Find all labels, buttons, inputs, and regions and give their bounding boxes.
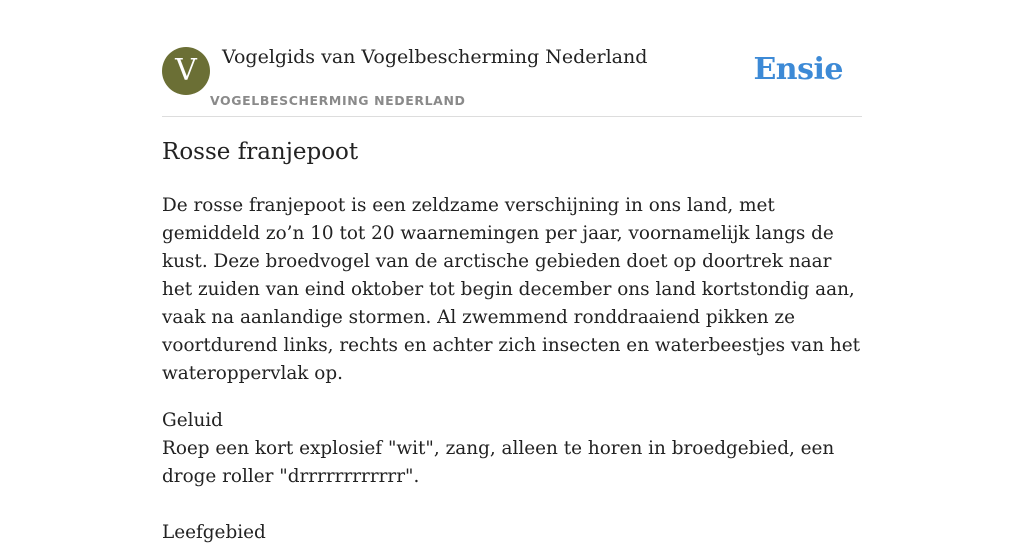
guide-title-link[interactable]: Vogelgids van Vogelbescherming Nederland <box>222 46 648 68</box>
page <box>162 0 862 543</box>
entry-intro: De rosse franjepoot is een zeldzame verschijning in ons land, met gemiddeld zo’n 10 tot 20 waarnemingen per jaar, voornamelijk langs de kust. Deze broedvogel van de arctische gebieden doet op doortrek naar het zuiden van eind oktober tot begin december ons land kortstondig aan, vaak na aanlandige stormen. Al zwemmend ronddraaiend pikken ze voortdurend links, rechts en achter zich insecten en waterbeestjes van het wateroppervlak op. <box>162 195 861 384</box>
ensie-logo-link[interactable]: Ensie <box>753 52 843 87</box>
section-geluid <box>162 407 862 491</box>
spacer <box>162 491 862 519</box>
publisher-link[interactable]: VOGELBESCHERMING NEDERLAND <box>210 93 466 108</box>
section-leefgebied <box>162 519 862 547</box>
header <box>162 0 862 117</box>
section-text: Roep een kort explosief "wit", zang, alleen te horen in broedgebied, een droge roller "drrrrrrrrrrrr". <box>162 438 835 487</box>
section-heading: Geluid <box>162 410 223 431</box>
entry-body <box>162 192 862 547</box>
section-heading: Leefgebied <box>162 522 266 543</box>
avatar[interactable]: V <box>162 47 210 95</box>
entry-title: Rosse franjepoot <box>162 139 359 165</box>
